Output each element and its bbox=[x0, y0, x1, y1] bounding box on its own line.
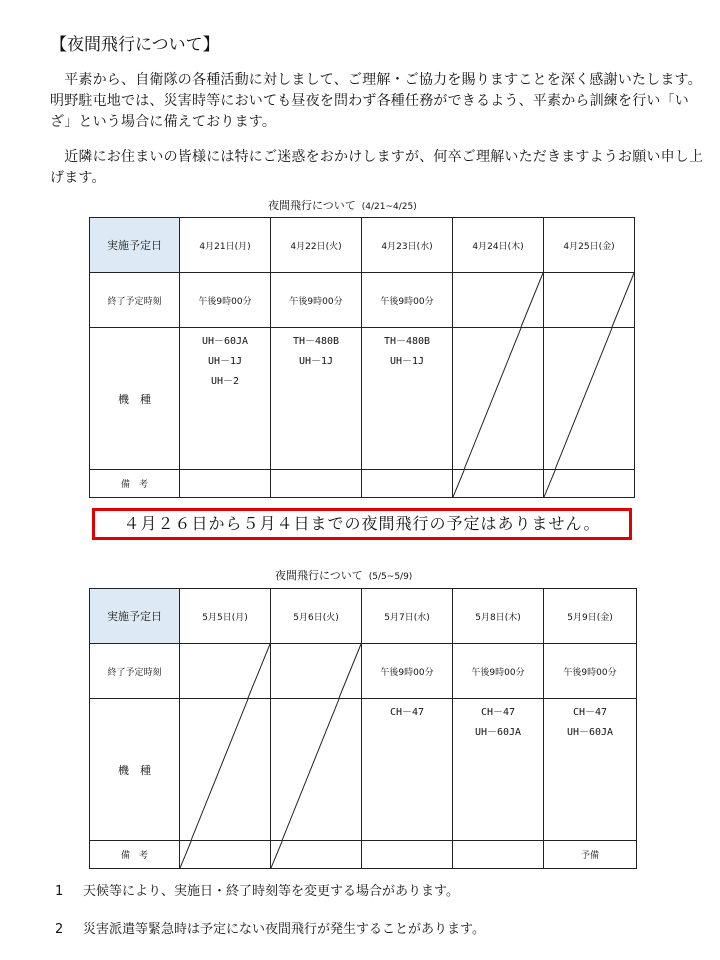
note-1: 1 天候等により、実施日・終了時刻等を変更する場合があります。 bbox=[55, 884, 459, 899]
aircraft-cell bbox=[362, 699, 453, 841]
remarks-cell bbox=[180, 470, 271, 498]
aircraft-cell bbox=[362, 328, 453, 470]
end-time-cell: 午後9時00分 bbox=[180, 273, 271, 328]
end-time-cell: 午後9時00分 bbox=[271, 273, 362, 328]
row-label-date: 実施予定日 bbox=[90, 218, 180, 273]
no-flight-slash bbox=[544, 470, 634, 497]
aircraft-type: CH－47 bbox=[572, 707, 608, 718]
date-cell: 5月7日(水) bbox=[362, 589, 453, 644]
end-time-cell bbox=[544, 273, 635, 328]
note-2: 2 災害派遣等緊急時は予定にない夜間飛行が発生することがあります。 bbox=[55, 922, 485, 937]
row-label-aircraft: 機 種 bbox=[90, 699, 180, 841]
row-label-remarks: 備 考 bbox=[90, 841, 180, 869]
date-cell: 5月5日(月) bbox=[180, 589, 271, 644]
date-cell: 5月9日(金) bbox=[544, 589, 637, 644]
intro-paragraph-2: 近隣にお住まいの皆様には特にご迷惑をおかけしますが、何卒ご理解いただきますようお願い申し上げます。 bbox=[50, 149, 704, 186]
remarks-cell bbox=[362, 841, 453, 869]
aircraft-cell bbox=[544, 328, 635, 470]
aircraft-cell bbox=[544, 699, 637, 841]
slash-line bbox=[191, 699, 248, 840]
no-flight-slash bbox=[453, 328, 543, 469]
date-cell: 4月25日(金) bbox=[544, 218, 635, 273]
aircraft-type: CH－47 bbox=[389, 707, 425, 718]
date-cell: 4月24日(木) bbox=[453, 218, 544, 273]
date-cell: 4月22日(火) bbox=[271, 218, 362, 273]
remarks-cell: 予備 bbox=[544, 841, 637, 869]
remarks-cell bbox=[544, 470, 635, 498]
no-flight-slash bbox=[544, 273, 634, 327]
date-cell: 4月23日(水) bbox=[362, 218, 453, 273]
no-flight-notice: ４月２６日から５月４日までの夜間飛行の予定はありません。 bbox=[92, 508, 632, 540]
row-label-remarks: 備 考 bbox=[90, 470, 180, 498]
no-flight-slash bbox=[180, 644, 270, 698]
aircraft-type: TH－480B bbox=[292, 336, 340, 347]
end-time-cell: 午後9時00分 bbox=[362, 644, 453, 699]
end-time-cell bbox=[453, 273, 544, 328]
no-flight-slash bbox=[271, 644, 361, 698]
slash-line bbox=[282, 699, 339, 840]
no-flight-slash bbox=[271, 699, 361, 840]
remarks-row bbox=[90, 470, 635, 498]
end-time-cell: 午後9時00分 bbox=[453, 644, 544, 699]
no-flight-slash bbox=[544, 328, 634, 469]
aircraft-type: UH－1J bbox=[298, 356, 334, 367]
remarks-cell bbox=[180, 841, 271, 869]
slash-line bbox=[248, 644, 270, 698]
row-label-date: 実施予定日 bbox=[90, 589, 180, 644]
date-row bbox=[90, 589, 637, 644]
slash-line bbox=[180, 841, 191, 868]
slash-line bbox=[612, 273, 634, 327]
no-flight-slash bbox=[180, 841, 270, 868]
remarks-cell bbox=[271, 470, 362, 498]
aircraft-cell bbox=[180, 699, 271, 841]
aircraft-type: UH－1J bbox=[207, 356, 243, 367]
slash-line bbox=[521, 273, 543, 327]
aircraft-row bbox=[90, 328, 635, 470]
row-label-aircraft: 機 種 bbox=[90, 328, 180, 470]
intro-paragraph-1: 平素から、自衛隊の各種活動に対しまして、ご理解・ご協力を賜りますことを深く感謝いたします。明野駐屯地では、災害時等においても昼夜を問わず各種任務ができるよう、平素から訓練を行い「いざ」という場合に備えております。 bbox=[50, 72, 702, 130]
date-cell: 5月6日(火) bbox=[271, 589, 362, 644]
aircraft-row bbox=[90, 699, 637, 841]
aircraft-cell bbox=[453, 699, 544, 841]
aircraft-cell bbox=[271, 699, 362, 841]
end-time-cell: 午後9時00分 bbox=[544, 644, 637, 699]
date-row bbox=[90, 218, 635, 273]
end-time-row bbox=[90, 644, 637, 699]
remarks-row bbox=[90, 841, 637, 869]
date-cell: 4月21日(月) bbox=[180, 218, 271, 273]
table2-caption: 夜間飛行について (5/5~5/9) bbox=[275, 569, 413, 582]
aircraft-type: TH－480B bbox=[383, 336, 431, 347]
schedule-table-1 bbox=[89, 217, 635, 498]
end-time-cell bbox=[271, 644, 362, 699]
row-label-end-time: 終了予定時刻 bbox=[90, 273, 180, 328]
aircraft-type: UH－60JA bbox=[474, 727, 522, 738]
end-time-cell: 午後9時00分 bbox=[362, 273, 453, 328]
table1-caption: 夜間飛行について (4/21~4/25) bbox=[268, 199, 417, 212]
aircraft-type: UH－1J bbox=[389, 356, 425, 367]
aircraft-type: UH－60JA bbox=[201, 336, 249, 347]
aircraft-cell bbox=[180, 328, 271, 470]
remarks-cell bbox=[362, 470, 453, 498]
aircraft-cell bbox=[271, 328, 362, 470]
no-flight-slash bbox=[453, 273, 543, 327]
slash-line bbox=[544, 470, 555, 497]
no-flight-slash bbox=[453, 470, 543, 497]
aircraft-type: UH－60JA bbox=[566, 727, 614, 738]
remarks-cell bbox=[271, 841, 362, 869]
aircraft-type: CH－47 bbox=[480, 707, 516, 718]
aircraft-cell bbox=[453, 328, 544, 470]
remarks-cell bbox=[453, 470, 544, 498]
remarks-cell bbox=[453, 841, 544, 869]
aircraft-type: UH－2 bbox=[210, 376, 240, 387]
no-flight-slash bbox=[271, 841, 361, 868]
schedule-table-2 bbox=[89, 588, 637, 869]
date-cell: 5月8日(木) bbox=[453, 589, 544, 644]
slash-line bbox=[464, 328, 521, 469]
end-time-cell bbox=[180, 644, 271, 699]
slash-line bbox=[271, 841, 282, 868]
slash-line bbox=[339, 644, 361, 698]
page-title: 【夜間飛行について】 bbox=[50, 35, 220, 55]
slash-line bbox=[555, 328, 612, 469]
end-time-row bbox=[90, 273, 635, 328]
row-label-end-time: 終了予定時刻 bbox=[90, 644, 180, 699]
slash-line bbox=[453, 470, 464, 497]
no-flight-slash bbox=[180, 699, 270, 840]
